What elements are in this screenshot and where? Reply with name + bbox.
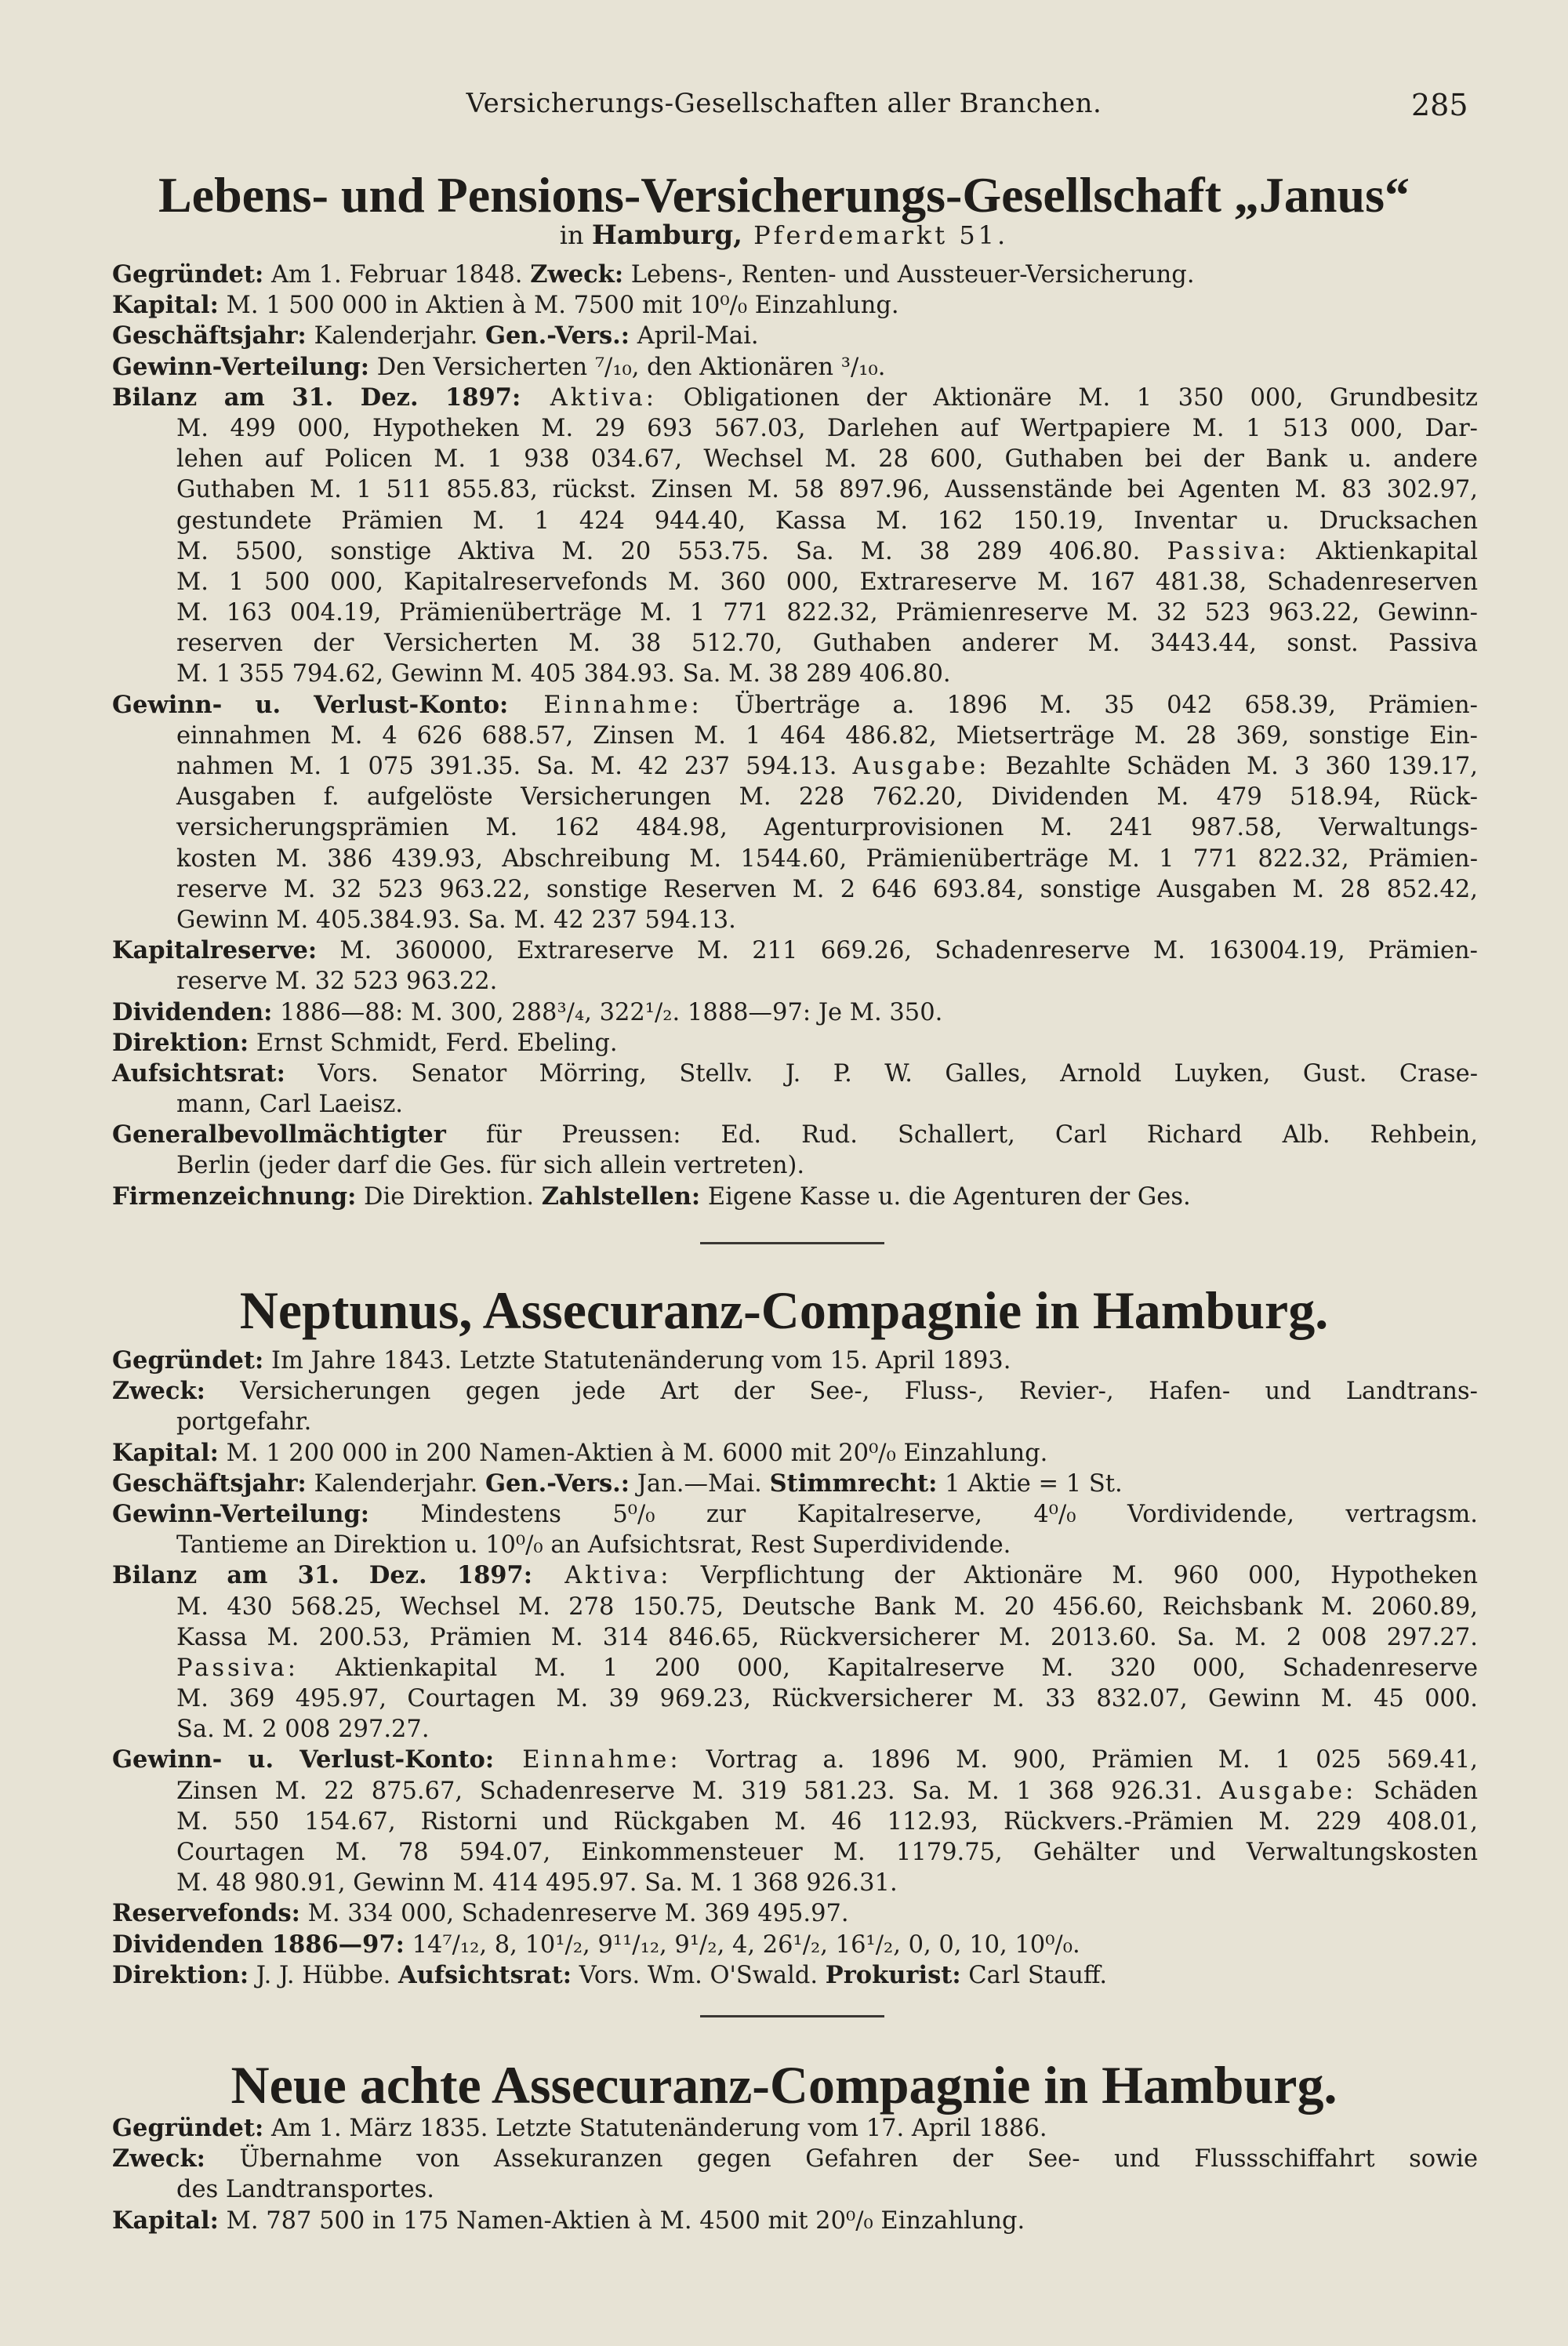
subtitle-city: Hamburg, [591,220,742,251]
field-label: Zahlstellen: [541,1182,701,1211]
text-line [112,844,1478,874]
field-text: reserve M. 32 523 963.22. [176,968,498,996]
field-text: reserven der Versicherten M. 38 512.70, Guthaben anderer M. 3443.44, sonst. Passiva [176,630,1478,658]
field-text: Kassa M. 200.53, Prämien M. 314 846.65, Rückversicherer M. 2013.60. Sa. M. 2 008 297.27. [176,1623,1478,1651]
field-label: Kapital: [112,2206,219,2235]
text-line [112,290,1478,321]
field-label: Stimmrecht: [769,1469,938,1498]
field-label: Prokurist: [825,1960,961,1989]
text-line [112,659,1478,689]
field-text: versicherungsprämien M. 162 484.98, Agenturprovisionen M. 241 987.58, Verwaltungs- [176,814,1478,842]
field-text: Ausgaben f. aufgelöste Versicherungen M. 228 762.20, Dividenden M. 479 518.94, Rück- [176,783,1478,812]
field-text: M. 5500, sonstige Aktiva M. 20 553.75. Sa. M. 38 289 406.80. [176,537,1167,565]
text-line [112,1059,1478,1089]
field-text: Eigene Kasse u. die Agenturen der Ges. [700,1182,1191,1211]
section-title-neptunus: Neptunus, Assecuranz-Compagnie in Hamburg. [239,1280,1329,1340]
field-text: M. 1 355 794.62, Gewinn M. 405 384.93. Sa. M. 38 289 406.80. [176,660,951,688]
field-text: reserve M. 32 523 963.22, sonstige Reserven M. 2 646 693.84, sonstige Ausgaben M. 28 852.42, [176,875,1478,903]
field-label: Direktion: [112,1960,249,1989]
field-text: Am 1. Februar 1848. [263,261,531,289]
field-text: Tantieme an Direktion u. 10⁰/₀ an Aufsichtsrat, Rest Superdividende. [176,1531,1011,1560]
text-line [112,751,1478,782]
field-text: für Preussen: Ed. Rud. Schallert, Carl Richard Alb. Rehbein, [445,1121,1478,1149]
field-text: Überträge a. 1896 M. 35 042 658.39, Prämien- [702,691,1478,719]
field-label: Firmenzeichnung: [112,1182,357,1211]
field-text: M. 550 154.67, Ristorni und Rückgaben M. 46 112.93, Rückvers.-Prämien M. 229 408.01, [176,1807,1478,1836]
field-text: Aktienkapital M. 1 200 000, Kapitalreserve M. 320 000, Schadenreserve [299,1654,1478,1682]
text-line [112,1560,1478,1591]
field-label: Zweck: [530,260,624,289]
text-line [112,782,1478,812]
text-line [112,413,1478,444]
text-line [112,1438,1478,1469]
field-label: Direktion: [112,1028,249,1057]
field-text: Kalenderjahr. [306,1469,485,1498]
field-text: Mindestens 5⁰/₀ zur Kapitalreserve, 4⁰/₀ Vordividende, vertragsm. [369,1500,1478,1528]
running-head: Versicherungs-Gesellschaften aller Branchen. [466,88,1102,119]
field-label: Generalbevollmächtigter [112,1120,446,1149]
field-text: Verpflichtung der Aktionäre M. 960 000, Hypotheken [671,1562,1478,1590]
field-text: Jan.—Mai. [630,1469,770,1498]
text-line [112,506,1478,536]
text-line [112,1120,1478,1150]
field-text: 1886—88: M. 300, 288³/₄, 322¹/₂. 1888—97: Je M. 350. [272,998,943,1026]
text-line [112,1653,1478,1683]
paragraph [112,1346,1478,1376]
paragraph [112,1376,1478,1437]
field-label: Zweck: [112,2144,205,2174]
field-text: Courtagen M. 78 594.07, Einkommensteuer M. 1179.75, Gehälter und Verwaltungskosten [176,1839,1478,1866]
text-line [112,935,1478,966]
spaced-label: Aktiva: [532,1562,672,1590]
paragraph [112,260,1478,290]
paragraph [112,352,1478,383]
field-text: M. 787 500 in 175 Namen-Aktien à M. 4500 mit 20⁰/₀ Einzahlung. [218,2206,1025,2235]
field-label: Dividenden: [112,997,273,1026]
text-line [112,721,1478,751]
text-line [112,1807,1478,1837]
paragraph [112,1059,1478,1120]
page-number: 285 [1411,88,1468,122]
field-text: M. 499 000, Hypotheken M. 29 693 567.03, Darlehen auf Wertpapiere M. 1 513 000, Dar- [176,414,1478,442]
field-label: Bilanz am 31. Dez. 1897: [112,1561,532,1590]
field-text: Sa. M. 2 008 297.27. [176,1716,430,1744]
spaced-label: Einnahme: [508,691,702,719]
text-line [112,1776,1478,1807]
paragraph [112,1898,1478,1929]
subtitle-address: Pferdemarkt 51. [742,220,1009,250]
text-line [112,2144,1478,2174]
subtitle-prefix: in [559,220,592,250]
text-line [112,628,1478,659]
spaced-label: Passiva: [1167,537,1290,565]
field-label: Bilanz am 31. Dez. 1897: [112,383,521,412]
field-text: M. 369 495.97, Courtagen M. 39 969.23, Rückversicherer M. 33 832.07, Gewinn M. 45 000. [176,1685,1478,1713]
field-label: Zweck: [112,1377,205,1406]
field-text: Übernahme von Assekuranzen gegen Gefahren der See- und Flussschiffahrt sowie [205,2145,1478,2174]
text-line [112,567,1478,597]
field-text: 1 Aktie = 1 St. [937,1469,1123,1498]
field-text: Aktienkapital [1289,537,1479,565]
text-line [112,321,1478,351]
spaced-label: Passiva: [176,1654,299,1682]
field-label: Dividenden 1886—97: [112,1930,405,1959]
text-line [112,1592,1478,1622]
field-text: Gewinn M. 405.384.93. Sa. M. 42 237 594.13. [176,906,736,934]
paragraph [112,1930,1478,1960]
paragraph [112,1745,1478,1898]
paragraph [112,1438,1478,1469]
field-text: Am 1. März 1835. Letzte Statutenänderung vom 17. April 1886. [263,2115,1047,2142]
section-divider [700,1242,884,1244]
field-text: M. 1 500 000 in Aktien à M. 7500 mit 10⁰/₀ Einzahlung. [218,292,899,320]
field-label: Geschäftsjahr: [112,321,307,350]
text-line [112,2113,1478,2144]
text-line [112,966,1478,997]
field-label: Geschäftsjahr: [112,1469,307,1498]
field-label: Gewinn- u. Verlust-Konto: [112,1745,495,1774]
text-line [112,1745,1478,1775]
text-line [112,1028,1478,1059]
text-line [112,905,1478,935]
field-text: gestundete Prämien M. 1 424 944.40, Kassa M. 162 150.19, Inventar u. Drucksachen [176,507,1478,535]
field-text: des Landtransportes. [176,2176,434,2204]
paragraph [112,321,1478,351]
text-line [112,1930,1478,1960]
text-line [112,1868,1478,1898]
field-label: Kapitalreserve: [112,936,318,965]
field-text: Die Direktion. [356,1182,542,1211]
field-text: Ernst Schmidt, Ferd. Ebeling. [249,1029,618,1057]
field-label: Gewinn-Verteilung: [112,352,370,381]
field-label: Gegründet: [112,2114,264,2142]
text-line [112,1530,1478,1560]
section-body-janus [112,260,1478,1212]
field-text: Versicherungen gegen jede Art der See-, Fluss-, Revier-, Hafen- und Landtrans- [205,1378,1478,1406]
field-label: Gen.-Vers.: [485,321,630,350]
text-line [112,1469,1478,1499]
field-text: Guthaben M. 1 511 855.83, rückst. Zinsen M. 58 897.96, Aussenstände bei Agenten M. 83 302.97, [176,476,1478,504]
field-text: nahmen M. 1 075 391.35. Sa. M. 42 237 594.13. [176,753,853,780]
field-text: Bezahlte Schäden M. 3 360 139.17, [989,753,1478,780]
text-line [112,874,1478,905]
section-title-janus: Lebens- und Pensions-Versicherungs-Gesellschaft „Janus“ [158,167,1410,223]
paragraph [112,2206,1478,2236]
section-title-neue-achte: Neue achte Assecuranz-Compagnie in Hamburg. [230,2055,1338,2115]
field-text: Obligationen der Aktionäre M. 1 350 000, Grundbesitz [657,383,1478,412]
field-text: M. 360000, Extrareserve M. 211 669.26, Schadenreserve M. 163004.19, Prämien- [317,937,1478,965]
text-line [112,536,1478,567]
spaced-label: Aktiva: [521,383,657,412]
spaced-label: Ausgabe: [852,753,990,780]
text-line [112,1346,1478,1376]
text-line [112,597,1478,628]
field-label: Aufsichtsrat: [112,1059,285,1088]
field-text: 14⁷/₁₂, 8, 10¹/₂, 9¹¹/₁₂, 9¹/₂, 4, 26¹/₂, 16¹/₂, 0, 0, 10, 10⁰/₀. [404,1930,1080,1959]
text-line [112,997,1478,1028]
spaced-label: Einnahme: [494,1746,681,1774]
field-text: Berlin (jeder darf die Ges. für sich allein vertreten). [176,1152,805,1180]
section-divider [700,2015,884,2017]
field-text: M. 334 000, Schadenreserve M. 369 495.97. [299,1900,849,1928]
field-text: M. 1 500 000, Kapitalreservefonds M. 360 000, Extrareserve M. 167 481.38, Schadenreserven [176,568,1478,596]
text-line [112,690,1478,721]
field-text: Den Versicherten ⁷/₁₀, den Aktionären ³/₁₀. [369,353,886,381]
text-line [112,474,1478,505]
field-text: Vortrag a. 1896 M. 900, Prämien M. 1 025 569.41, [681,1746,1478,1774]
text-line [112,444,1478,474]
field-label: Kapital: [112,1438,219,1467]
paragraph [112,1469,1478,1499]
text-line [112,260,1478,290]
field-text: M. 1 200 000 in 200 Namen-Aktien à M. 6000 mit 20⁰/₀ Einzahlung. [218,1439,1048,1467]
field-text: einnahmen M. 4 626 688.57, Zinsen M. 1 464 486.82, Mietserträge M. 28 369, sonstige Ein- [176,721,1478,750]
field-text: Vors. Senator Mörring, Stellv. J. P. W. Galles, Arnold Luyken, Gust. Crase- [285,1059,1478,1088]
paragraph [112,1028,1478,1059]
paragraph [112,690,1478,936]
field-text: M. 163 004.19, Prämienüberträge M. 1 771 822.32, Prämienreserve M. 32 523 963.22, Gewinn- [176,599,1478,627]
spaced-label: Ausgabe: [1219,1777,1357,1805]
field-label: Gewinn-Verteilung: [112,1499,370,1528]
field-text: kosten M. 386 439.93, Abschreibung M. 1544.60, Prämienüberträge M. 1 771 822.32, Prämien- [176,844,1478,873]
paragraph [112,1499,1478,1560]
field-text: J. J. Hübbe. [249,1961,399,1989]
paragraph [112,290,1478,321]
field-text: Vors. Wm. O'Swald. [571,1961,826,1989]
text-line [112,1898,1478,1929]
field-label: Aufsichtsrat: [398,1960,572,1989]
field-text: Zinsen M. 22 875.67, Schadenreserve M. 319 581.23. Sa. M. 1 368 926.31. [176,1777,1220,1805]
field-text: Carl Stauff. [960,1961,1108,1989]
text-line [112,2174,1478,2205]
text-line [112,1407,1478,1437]
field-label: Gen.-Vers.: [485,1469,630,1498]
paragraph [112,935,1478,997]
field-text: M. 430 568.25, Wechsel M. 278 150.75, Deutsche Bank M. 20 456.60, Reichsbank M. 2060.89, [176,1592,1478,1621]
field-text: April-Mai. [630,322,759,350]
text-line [112,352,1478,383]
text-line [112,1960,1478,1991]
text-line [112,1150,1478,1181]
paragraph [112,1120,1478,1181]
field-label: Gewinn- u. Verlust-Konto: [112,690,509,719]
field-text: lehen auf Policen M. 1 938 034.67, Wechsel M. 28 600, Guthaben bei der Bank u. andere [176,445,1478,474]
text-line [112,1182,1478,1212]
text-line [112,1376,1478,1407]
paragraph [112,1560,1478,1745]
text-line [112,1837,1478,1868]
section-body-neue-achte [112,2113,1478,2236]
text-line [112,2206,1478,2236]
section-body-neptunus [112,1346,1478,1991]
text-line [112,1622,1478,1653]
paragraph [112,2113,1478,2144]
field-label: Gegründet: [112,260,264,289]
paragraph [112,1960,1478,1991]
field-text: portgefahr. [176,1408,312,1436]
text-line [112,1714,1478,1745]
field-text: Kalenderjahr. [306,322,485,350]
field-label: Gegründet: [112,1346,264,1375]
text-line [112,1089,1478,1120]
field-text: Im Jahre 1843. Letzte Statutenänderung vom 15. April 1893. [263,1347,1011,1375]
text-line [112,1499,1478,1530]
field-text: Lebens-, Renten- und Aussteuer-Versicherung. [623,261,1195,289]
field-label: Kapital: [112,291,219,320]
text-line [112,1683,1478,1714]
paragraph [112,383,1478,690]
field-text: mann, Carl Laeisz. [176,1091,403,1119]
paragraph [112,2144,1478,2205]
field-text: M. 48 980.91, Gewinn M. 414 495.97. Sa. M. 1 368 926.31. [176,1869,898,1898]
field-label: Reservefonds: [112,1899,300,1928]
paragraph [112,997,1478,1028]
text-line [112,812,1478,843]
field-text: Schäden [1356,1777,1478,1805]
section-subtitle-janus [0,220,1568,251]
text-line [112,383,1478,413]
paragraph [112,1182,1478,1212]
